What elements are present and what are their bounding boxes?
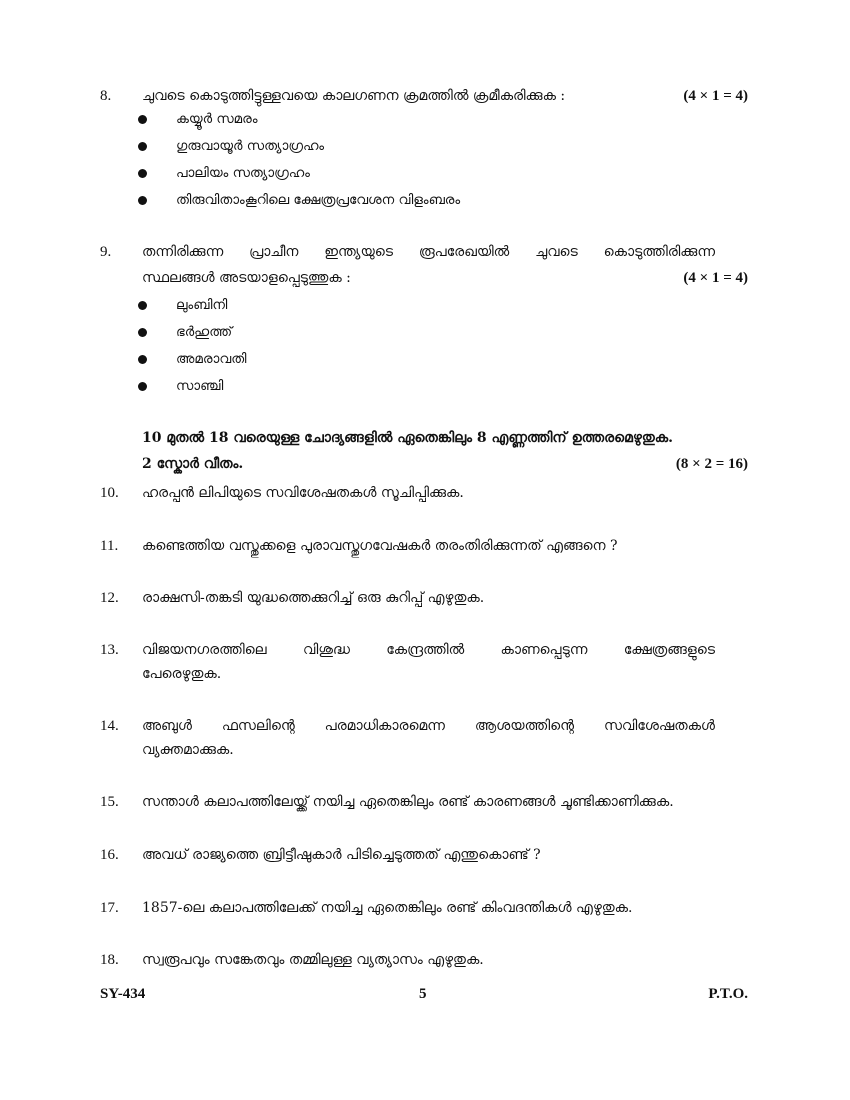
question-text: സ്ഥലങ്ങൾ അടയാളപ്പെടുത്തുക : (142, 270, 351, 286)
bullet-icon (138, 355, 147, 364)
question-number: 18. (100, 952, 119, 968)
question-text: വിജയനഗരത്തിലെ വിശുദ്ധ കേന്ദ്രത്തിൽ കാണപ്പെടുന്ന ക്ഷേത്രങ്ങളുടെ (142, 642, 715, 658)
question-number: 8. (100, 88, 112, 104)
question-number: 11. (100, 538, 119, 554)
page-number: 5 (419, 986, 427, 1002)
pto-label: P.T.O. (708, 986, 748, 1002)
marks: (8 × 2 = 16) (675, 456, 748, 472)
paper-code: SY-434 (100, 986, 146, 1002)
section-instruction: 10 മുതൽ 18 വരെയുള്ള ചോദ്യങ്ങളിൽ ഏതെങ്കിലും 8 എണ്ണത്തിന് ഉത്തരമെഴുതുക. (142, 430, 674, 446)
question-number: 13. (100, 642, 119, 658)
question-text: ചുവടെ കൊടുത്തിട്ടുള്ളവയെ കാലഗണന ക്രമത്തിൽ ക്രമീകരിക്കുക : (142, 88, 566, 104)
question-number: 9. (100, 244, 112, 260)
question-text: രാക്ഷസി-തങ്കടി യുദ്ധത്തെക്കുറിച്ച് ഒരു കുറിപ്പ് എഴുതുക. (142, 590, 485, 606)
bullet-icon (138, 301, 147, 310)
exam-page: 8. ചുവടെ കൊടുത്തിട്ടുള്ളവയെ കാലഗണന ക്രമത്തിൽ ക്രമീകരിക്കുക : (4 × 1 = 4) കയ്യൂർ സമരം ഗുരുവായൂർ സത്യാഗ്രഹം പാലിയം സത്യാഗ്രഹം തിരുവിതാംകൂറിലെ ക്ഷേത്രപ്രവേശന വിളംബരം 9. തന്നിരിക്കുന്ന പ്രാചീന ഇന്ത്യയുടെ രൂപരേഖയിൽ ചുവടെ കൊടുത്തിരിക്കുന്ന സ്ഥലങ്ങൾ അടയാളപ്പെടുത്തുക : (4 × 1 = 4) ലുംബിനി ഭർഹുത്ത് അമരാവതി സാഞ്ചി 10 മുതൽ 18 വരെയുള്ള ചോദ്യങ്ങളിൽ ഏതെങ്കിലും 8 എണ്ണത്തിന് ഉത്തരമെഴുതുക. 2 സ്കോർ വീതം. (8 × 2 = 16) 10. ഹരപ്പൻ ലിപിയുടെ സവിശേഷതകൾ സൂചിപ്പിക്കുക. 11. കണ്ടെത്തിയ വസ്തുക്കളെ പുരാവസ്തുഗവേഷകർ തരംതിരിക്കുന്നത് എങ്ങനെ ? 12. രാക്ഷസി-തങ്കടി യുദ്ധത്തെക്കുറിച്ച് ഒരു കുറിപ്പ് എഴുതുക. 13. വിജയനഗരത്തിലെ വിശുദ്ധ കേന്ദ്രത്തിൽ കാണപ്പെടുന്ന ക്ഷേത്രങ്ങളുടെ പേരെഴുതുക. 14. അബുൾ ഫസലിന്റെ പരമാധികാരമെന്ന ആശയത്തിന്റെ സവിശേഷതകൾ വ്യക്തമാക്കുക. 15. സന്താൾ കലാപത്തിലേയ്ക്ക് നയിച്ച ഏതെങ്കിലും രണ്ട് കാരണങ്ങൾ ചൂണ്ടിക്കാണിക്കുക. 16. അവധ് രാജ്യത്തെ ബ്രിട്ടീഷുകാർ പിടിച്ചെടുത്തത് എന്തുകൊണ്ട് ? 17. 1857-ലെ കലാപത്തിലേക്ക് നയിച്ച ഏതെങ്കിലും രണ്ട് കിംവദന്തികൾ എഴുതുക. 18. സ്വരൂപവും സങ്കേതവും തമ്മിലുള്ള വ്യത്യാസം എഴുതുക. SY-434 5 P.T.O. (0, 0, 850, 1100)
question-text: തന്നിരിക്കുന്ന പ്രാചീന ഇന്ത്യയുടെ രൂപരേഖയിൽ ചുവടെ കൊടുത്തിരിക്കുന്ന (142, 244, 715, 260)
bullet-icon (138, 328, 147, 337)
marks: (4 × 1 = 4) (683, 88, 748, 104)
marks: (4 × 1 = 4) (683, 270, 748, 286)
bullet-icon (138, 382, 147, 391)
score-note: 2 സ്കോർ വീതം. (142, 456, 244, 472)
question-text: സ്വരൂപവും സങ്കേതവും തമ്മിലുള്ള വ്യത്യാസം എഴുതുക. (142, 952, 484, 968)
question-text: ഹരപ്പൻ ലിപിയുടെ സവിശേഷതകൾ സൂചിപ്പിക്കുക. (142, 485, 464, 501)
question-text: സന്താൾ കലാപത്തിലേയ്ക്ക് നയിച്ച ഏതെങ്കിലും രണ്ട് കാരണങ്ങൾ ചൂണ്ടിക്കാണിക്കുക. (142, 794, 674, 810)
bullet-icon (138, 169, 147, 178)
question-number: 17. (100, 900, 119, 916)
bullet-icon (138, 142, 147, 151)
question-number: 12. (100, 590, 119, 606)
question-text: കണ്ടെത്തിയ വസ്തുക്കളെ പുരാവസ്തുഗവേഷകർ തരംതിരിക്കുന്നത് എങ്ങനെ ? (142, 538, 618, 554)
question-text: അവധ് രാജ്യത്തെ ബ്രിട്ടീഷുകാർ പിടിച്ചെടുത്തത് എന്തുകൊണ്ട് ? (142, 847, 541, 863)
bullet-icon (138, 115, 147, 124)
question-number: 16. (100, 847, 119, 863)
bullet-icon (138, 196, 147, 205)
question-text: 1857-ലെ കലാപത്തിലേക്ക് നയിച്ച ഏതെങ്കിലും രണ്ട് കിംവദന്തികൾ എഴുതുക. (142, 900, 633, 916)
question-text: അബുൾ ഫസലിന്റെ പരമാധികാരമെന്ന ആശയത്തിന്റെ സവിശേഷതകൾ (142, 718, 715, 734)
question-text: വ്യക്തമാക്കുക. (142, 742, 234, 758)
question-number: 14. (100, 718, 119, 734)
question-number: 10. (100, 485, 119, 501)
question-text: പേരെഴുതുക. (142, 666, 222, 682)
question-number: 15. (100, 794, 119, 810)
